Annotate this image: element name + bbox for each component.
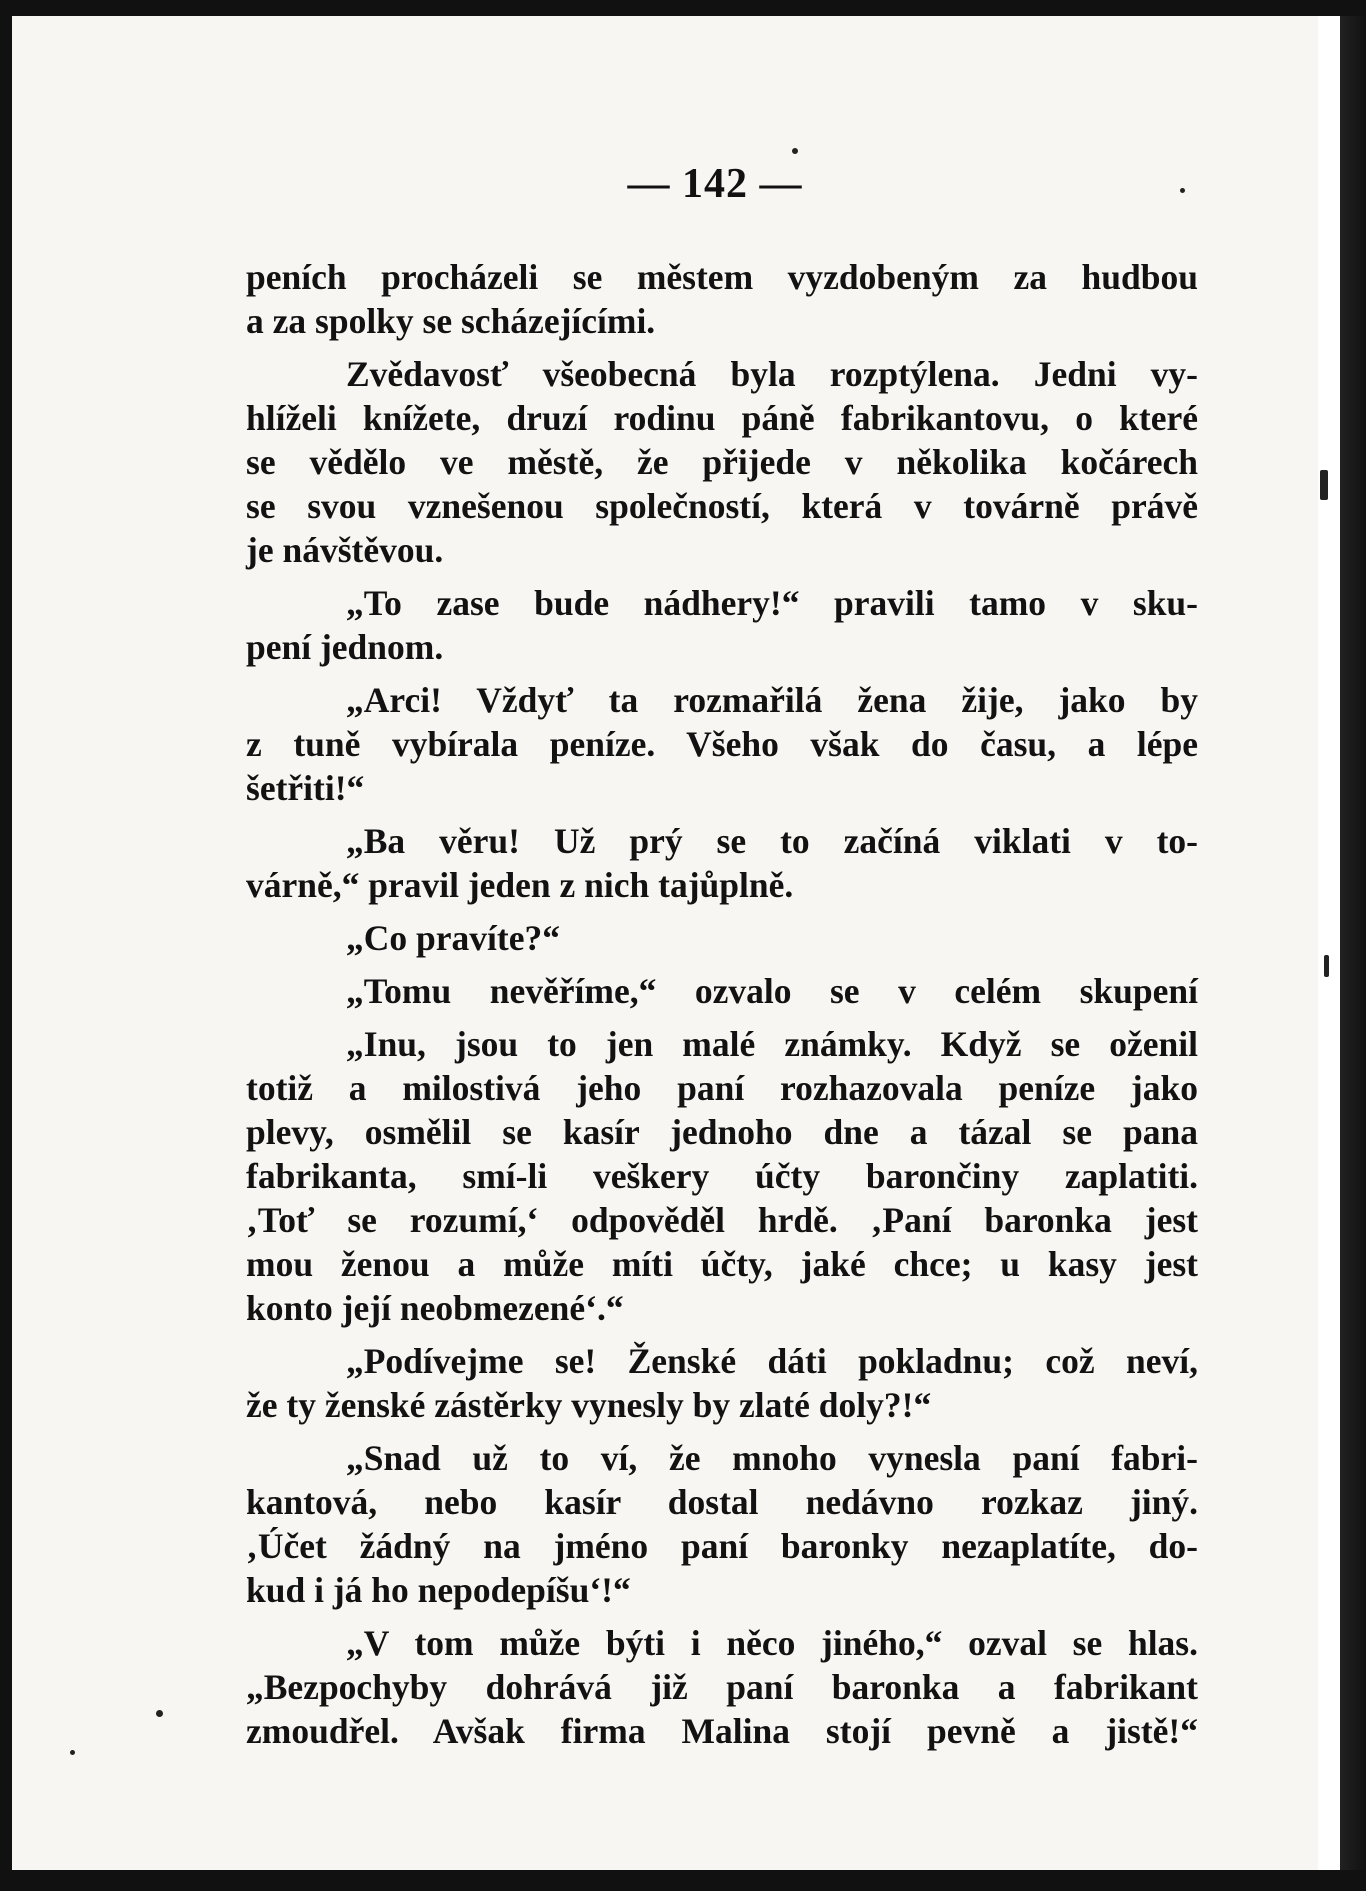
scan-speck (1324, 955, 1329, 977)
text-line: se svou vznešenou společností, která v továrně právě (246, 486, 1198, 526)
text-line: ‚Účet žádný na jméno paní baronky nezaplatíte, do- (246, 1526, 1198, 1566)
paragraph-gap (246, 669, 1198, 678)
text-line: zmoudřel. Avšak firma Malina stojí pevně a jistě!“ (246, 1711, 1198, 1751)
text-line: že ty ženské zástěrky vynesly by zlaté doly?!“ (246, 1385, 932, 1425)
text-line: kud i já ho nepodepíšu‘!“ (246, 1570, 631, 1610)
scan-speck (156, 1710, 163, 1717)
text-line: „Arci! Vždyť ta rozmařilá žena žije, jako by (346, 680, 1198, 720)
scan-border-bottom (0, 1870, 1366, 1891)
page-edge-strip (1318, 0, 1340, 1891)
text-line: „Ba věru! Už prý se to začíná viklati v to- (346, 821, 1198, 861)
text-line: ‚Toť se rozumí,‘ odpověděl hrdě. ‚Paní baronka jest (246, 1200, 1198, 1240)
text-line: „Co pravíte?“ (346, 918, 560, 958)
paragraph-gap (246, 1427, 1198, 1436)
paragraph-gap (246, 1330, 1198, 1339)
paragraph-gap (246, 810, 1198, 819)
text-line: je návštěvou. (246, 530, 444, 570)
text-line: a za spolky se scházejícími. (246, 301, 656, 341)
text-line: kantová, nebo kasír dostal nedávno rozkaz jiný. (246, 1482, 1198, 1522)
text-line: „Tomu nevěříme,“ ozvalo se v celém skupení (346, 971, 1198, 1011)
scan-speck (1180, 188, 1185, 193)
text-line: „Podívejme se! Ženské dáti pokladnu; což neví, (346, 1341, 1198, 1381)
text-line: fabrikanta, smí-li veškery účty barončiny zaplatiti. (246, 1156, 1198, 1196)
text-line: se vědělo ve městě, že přijede v několika kočárech (246, 442, 1198, 482)
text-line: várně,“ pravil jeden z nich tajůplně. (246, 865, 794, 905)
paragraph-gap (246, 907, 1198, 916)
paragraph-gap (246, 1612, 1198, 1621)
text-line: konto její neobmezené‘.“ (246, 1288, 624, 1328)
text-line: Zvědavosť všeobecná byla rozptýlena. Jedni vy- (346, 354, 1198, 394)
paragraph-gap (246, 1013, 1198, 1022)
page-number: — 142 — (627, 161, 803, 207)
text-line: peních procházeli se městem vyzdobeným za hudbou (246, 257, 1198, 297)
text-line: mou ženou a může míti účty, jaké chce; u kasy jest (246, 1244, 1198, 1284)
paragraph-gap (246, 343, 1198, 352)
text-line: „Snad už to ví, že mnoho vynesla paní fabri- (346, 1438, 1198, 1478)
text-line: „V tom může býti i něco jiného,“ ozval se hlas. (346, 1623, 1198, 1663)
paragraph-gap (246, 572, 1198, 581)
text-line: šetřiti!“ (246, 768, 365, 808)
text-line: „Inu, jsou to jen malé známky. Když se oženil (346, 1024, 1198, 1064)
scan-speck (1320, 470, 1328, 500)
scan-border-top (0, 0, 1366, 16)
text-line: pení jednom. (246, 627, 444, 667)
text-line: hlíželi knížete, druzí rodinu páně fabrikantovu, o které (246, 398, 1198, 438)
paragraph-gap (246, 960, 1198, 969)
scan-speck (70, 1750, 75, 1755)
body-text (246, 255, 1198, 1753)
text-line: „To zase bude nádhery!“ pravili tamo v sku- (346, 583, 1198, 623)
text-line: plevy, osmělil se kasír jednoho dne a tázal se pana (246, 1112, 1198, 1152)
scan-border-left (0, 0, 12, 1891)
text-line: „Bezpochyby dohrává již paní baronka a fabrikant (246, 1667, 1198, 1707)
text-line: totiž a milostivá jeho paní rozhazovala peníze jako (246, 1068, 1198, 1108)
text-line: z tuně vybírala peníze. Všeho však do času, a lépe (246, 724, 1198, 764)
scan-speck (792, 148, 798, 154)
